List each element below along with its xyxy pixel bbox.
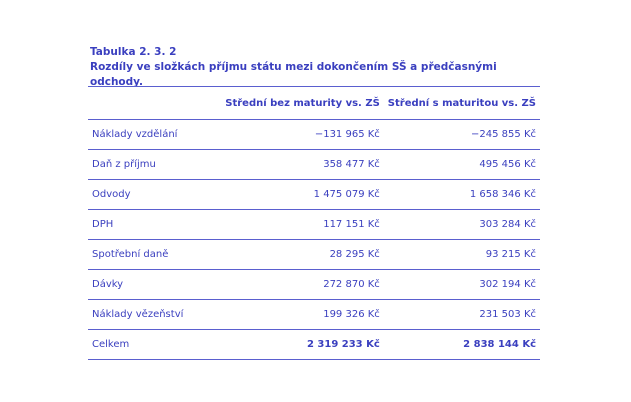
cell-value: 495 456 Kč (384, 150, 540, 180)
total-value: 2 838 144 Kč (384, 330, 540, 360)
row-label: Daň z příjmu (88, 150, 221, 180)
cell-value: −245 855 Kč (384, 120, 540, 150)
table-number: Tabulka 2. 3. 2 (90, 46, 177, 58)
total-row (88, 330, 540, 360)
row-label: Spotřební daně (88, 240, 221, 270)
table-row (88, 180, 540, 210)
cell-value: 302 194 Kč (384, 270, 540, 300)
cell-value: 1 475 079 Kč (221, 180, 384, 210)
cell-value: 117 151 Kč (221, 210, 384, 240)
table-title: Rozdíly ve složkách příjmu státu mezi dokončením SŠ a předčasnými odchody. (90, 61, 497, 88)
row-label: Odvody (88, 180, 221, 210)
header-cell-with-maturita: Střední s maturitou vs. ZŠ (384, 87, 540, 120)
row-label: Dávky (88, 270, 221, 300)
table-row (88, 210, 540, 240)
total-label: Celkem (88, 330, 221, 360)
cell-value: 199 326 Kč (221, 300, 384, 330)
cell-value: 28 295 Kč (221, 240, 384, 270)
cell-value: 303 284 Kč (384, 210, 540, 240)
row-label: Náklady vzdělání (88, 120, 221, 150)
table-row (88, 240, 540, 270)
header-row (88, 87, 540, 120)
cell-value: 93 215 Kč (384, 240, 540, 270)
table-caption (90, 45, 550, 90)
table-row (88, 150, 540, 180)
cell-value: −131 965 Kč (221, 120, 384, 150)
table-row (88, 120, 540, 150)
table-row (88, 300, 540, 330)
cell-value: 1 658 346 Kč (384, 180, 540, 210)
cell-value: 231 503 Kč (384, 300, 540, 330)
header-cell-without-maturita: Střední bez maturity vs. ZŠ (221, 87, 384, 120)
row-label: DPH (88, 210, 221, 240)
table-row (88, 270, 540, 300)
data-table (88, 86, 540, 360)
cell-value: 358 477 Kč (221, 150, 384, 180)
total-value: 2 319 233 Kč (221, 330, 384, 360)
row-label: Náklady vězeňství (88, 300, 221, 330)
cell-value: 272 870 Kč (221, 270, 384, 300)
header-cell-empty (88, 87, 221, 120)
